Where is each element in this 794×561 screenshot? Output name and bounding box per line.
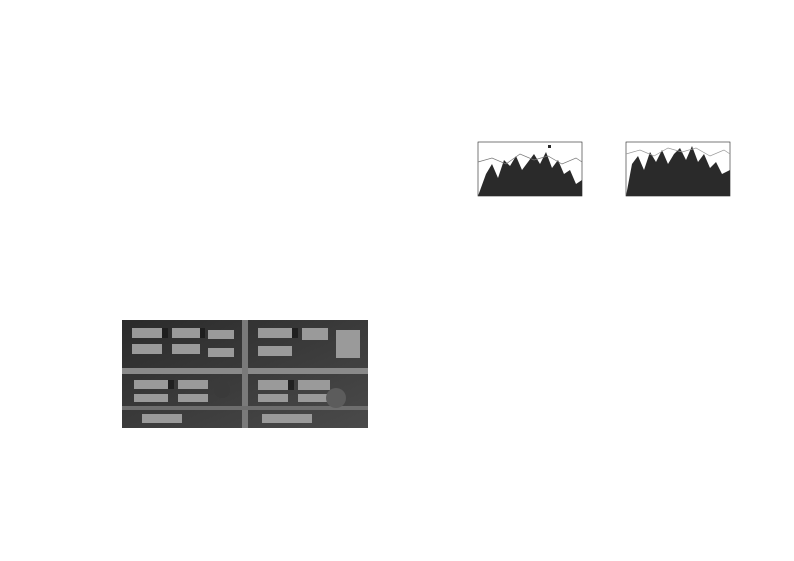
fig2-chart-july xyxy=(626,142,730,196)
right-page xyxy=(400,0,794,561)
fig2-chart-january xyxy=(478,142,582,196)
fig2-charts xyxy=(462,134,752,220)
fig3-temperature-profiles xyxy=(460,352,690,448)
satellite-image xyxy=(122,320,368,428)
